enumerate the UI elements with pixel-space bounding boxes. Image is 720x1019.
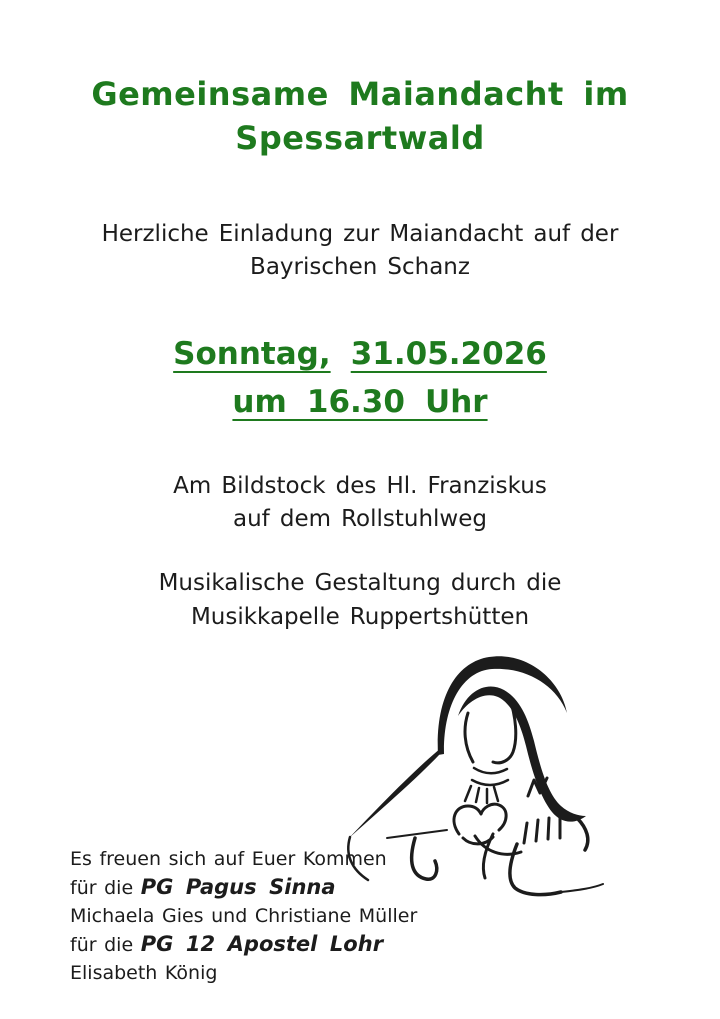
event-time: um 16.30 Uhr xyxy=(232,384,488,420)
finger-3 xyxy=(548,818,549,839)
flyer-title-line2: Spessartwald xyxy=(235,119,485,157)
face-right-line xyxy=(493,696,516,763)
closing-line4 xyxy=(70,930,417,959)
closing-block xyxy=(70,845,417,987)
event-datetime xyxy=(0,330,720,426)
event-date: 31.05.2026 xyxy=(350,336,547,372)
ray-4 xyxy=(494,787,498,801)
location-text xyxy=(0,470,720,536)
ray-2 xyxy=(476,788,479,802)
location-line1: Am Bildstock des Hl. Franziskus xyxy=(173,473,547,499)
closing-line3: Michaela Gies und Christiane Müller xyxy=(70,905,418,927)
base-line xyxy=(561,884,603,892)
right-arm-curve xyxy=(577,818,588,850)
left-arm-line xyxy=(387,830,447,838)
closing-line2 xyxy=(70,873,417,902)
closing-line2-prefix: für die xyxy=(70,877,141,899)
event-day: Sonntag, xyxy=(173,336,331,372)
invitation-line2: Bayrischen Schanz xyxy=(250,254,470,280)
heart-outline xyxy=(454,804,506,834)
flyer-title xyxy=(0,72,720,160)
flyer-title-line1: Gemeinsame Maiandacht im xyxy=(91,75,629,113)
chin-curve-2 xyxy=(472,780,508,785)
music-text xyxy=(0,566,720,634)
chin-curve-1 xyxy=(474,768,507,773)
parish-group-pagus-sinna: PG Pagus Sinna xyxy=(140,875,336,899)
music-line1: Musikalische Gestaltung durch die xyxy=(158,570,562,596)
invitation-line1: Herzliche Einladung zur Maiandacht auf der xyxy=(101,221,619,247)
event-time-line xyxy=(0,378,720,426)
invitation-text xyxy=(0,218,720,284)
location-line2: auf dem Rollstuhlweg xyxy=(233,506,487,532)
halo-shape xyxy=(438,656,567,755)
closing-line1: Es freuen sich auf Euer Kommen xyxy=(70,848,387,870)
closing-line5: Elisabeth König xyxy=(70,962,218,984)
parish-group-12-apostel-lohr: PG 12 Apostel Lohr xyxy=(140,932,384,956)
shoulder-shape xyxy=(349,748,441,838)
face-left-line xyxy=(465,713,473,762)
music-line2: Musikkapelle Ruppertshütten xyxy=(190,604,530,630)
finger-1 xyxy=(524,823,527,843)
event-date-line xyxy=(0,330,720,378)
ray-1 xyxy=(465,786,471,801)
closing-line4-prefix: für die xyxy=(70,934,141,956)
finger-2 xyxy=(536,820,538,841)
